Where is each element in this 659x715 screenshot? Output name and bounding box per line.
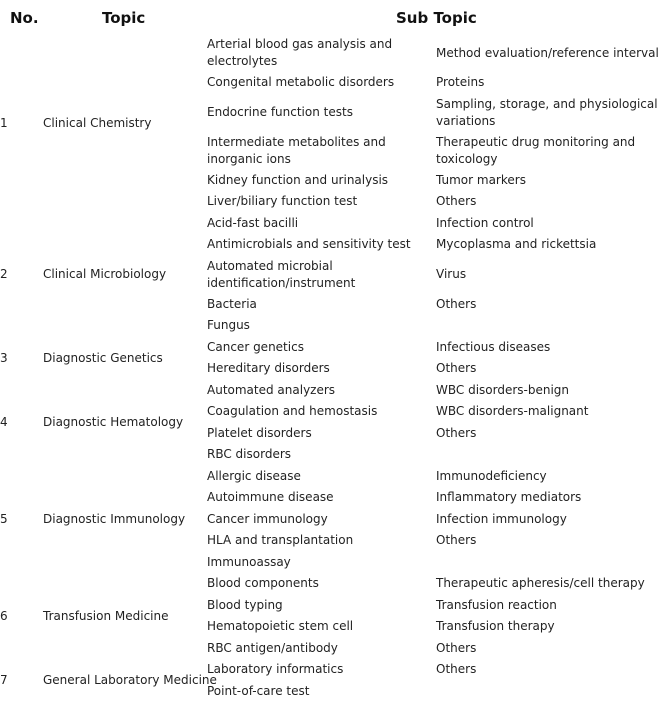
topics-table bbox=[0, 34, 659, 702]
subtopic-cell: Therapeutic drug monitoring and toxicology bbox=[436, 134, 636, 166]
subtopic-cell: Virus bbox=[436, 267, 467, 281]
subtopic-cell: RBC antigen/antibody bbox=[207, 640, 338, 655]
topic-name: Diagnostic Hematology bbox=[43, 415, 184, 429]
subtopic-cell: Intermediate metabolites and inorganic ions bbox=[207, 134, 386, 166]
table-row bbox=[0, 380, 659, 402]
table-row bbox=[0, 466, 659, 488]
subtopic-cell bbox=[436, 681, 659, 703]
subtopic-cell: Point-of-care test bbox=[207, 683, 310, 698]
topic-number: 3 bbox=[0, 350, 8, 365]
subtopic-cell: Antimicrobials and sensitivity test bbox=[207, 237, 411, 252]
subtopic-cell: Method evaluation/reference interval bbox=[436, 45, 659, 60]
table-row bbox=[0, 34, 659, 72]
subtopic-cell: Tumor markers bbox=[436, 172, 526, 187]
subtopic-cell: Laboratory informatics bbox=[207, 662, 344, 677]
table-row bbox=[0, 659, 659, 681]
subtopic-cell: Others bbox=[436, 194, 477, 209]
header-subtopic: Sub Topic bbox=[396, 9, 477, 27]
subtopic-cell: Therapeutic apheresis/cell therapy bbox=[436, 576, 645, 591]
subtopic-cell bbox=[436, 552, 659, 574]
subtopic-cell: Sampling, storage, and physiological variations bbox=[436, 96, 658, 128]
topic-number: 6 bbox=[0, 608, 8, 623]
header-topic: Topic bbox=[102, 9, 146, 27]
topic-name: Diagnostic Immunology bbox=[43, 511, 186, 526]
subtopic-cell: Coagulation and hemostasis bbox=[207, 404, 378, 419]
subtopic-cell: WBC disorders-malignant bbox=[436, 404, 589, 419]
subtopic-cell: Liver/biliary function test bbox=[207, 194, 358, 209]
subtopic-cell: Hematopoietic stem cell bbox=[207, 619, 354, 634]
subtopic-cell: Acid-fast bacilli bbox=[207, 215, 299, 230]
topic-number: 7 bbox=[0, 673, 8, 687]
header-no: No. bbox=[10, 9, 39, 27]
subtopic-cell: Congenital metabolic disorders bbox=[207, 75, 395, 90]
topic-name: Clinical Chemistry bbox=[43, 115, 152, 130]
topics-table-body bbox=[0, 34, 659, 702]
topic-name: Clinical Microbiology bbox=[43, 267, 167, 281]
subtopic-cell: Others bbox=[436, 361, 477, 376]
subtopic-cell: Mycoplasma and rickettsia bbox=[436, 237, 597, 252]
subtopic-cell: Others bbox=[436, 533, 477, 548]
subtopic-cell: Arterial blood gas analysis and electrolytes bbox=[207, 37, 393, 68]
subtopic-cell: Bacteria bbox=[207, 296, 257, 311]
subtopic-cell: Others bbox=[436, 640, 477, 655]
subtopic-cell: Others bbox=[436, 425, 477, 440]
subtopic-cell: Platelet disorders bbox=[207, 425, 312, 440]
topic-number: 5 bbox=[0, 511, 8, 526]
subtopic-cell: Autoimmune disease bbox=[207, 490, 334, 505]
subtopic-cell: Blood components bbox=[207, 576, 319, 591]
subtopic-cell: Inflammatory mediators bbox=[436, 490, 582, 505]
subtopic-cell: HLA and transplantation bbox=[207, 533, 354, 548]
subtopic-cell: Cancer genetics bbox=[207, 339, 304, 354]
subtopic-cell: Kidney function and urinalysis bbox=[207, 172, 389, 187]
topic-name: Diagnostic Genetics bbox=[43, 350, 163, 365]
subtopic-cell bbox=[436, 315, 659, 337]
subtopic-cell: Blood typing bbox=[207, 597, 283, 612]
topic-number: 2 bbox=[0, 267, 8, 281]
subtopic-cell: Infection control bbox=[436, 215, 534, 230]
subtopic-cell: Others bbox=[436, 296, 477, 311]
subtopic-cell bbox=[436, 444, 659, 466]
subtopic-cell: Immunoassay bbox=[207, 554, 291, 569]
subtopic-cell: Cancer immunology bbox=[207, 511, 328, 526]
subtopic-cell: Automated analyzers bbox=[207, 382, 336, 397]
subtopic-cell: Infection immunology bbox=[436, 511, 567, 526]
subtopic-cell: Automated microbial identification/instrument bbox=[207, 258, 356, 290]
table-row bbox=[0, 337, 659, 359]
subtopic-cell: RBC disorders bbox=[207, 447, 292, 462]
subtopic-cell: Others bbox=[436, 662, 477, 677]
subtopic-cell: Hereditary disorders bbox=[207, 361, 330, 376]
subtopic-cell: WBC disorders-benign bbox=[436, 382, 570, 397]
topic-number: 1 bbox=[0, 115, 8, 130]
table-row bbox=[0, 573, 659, 595]
subtopic-cell: Transfusion reaction bbox=[436, 597, 557, 612]
table-row bbox=[0, 213, 659, 235]
subtopic-cell: Endocrine function tests bbox=[207, 105, 353, 119]
subtopic-cell: Fungus bbox=[207, 318, 250, 333]
topic-name: Transfusion Medicine bbox=[43, 608, 169, 623]
subtopic-cell: Immunodeficiency bbox=[436, 468, 547, 483]
topic-number: 4 bbox=[0, 415, 8, 429]
subtopic-cell: Transfusion therapy bbox=[436, 619, 555, 634]
topic-name: General Laboratory Medicine bbox=[43, 673, 217, 687]
subtopic-cell: Allergic disease bbox=[207, 468, 301, 483]
subtopic-cell: Infectious diseases bbox=[436, 339, 551, 354]
subtopic-cell: Proteins bbox=[436, 75, 485, 90]
